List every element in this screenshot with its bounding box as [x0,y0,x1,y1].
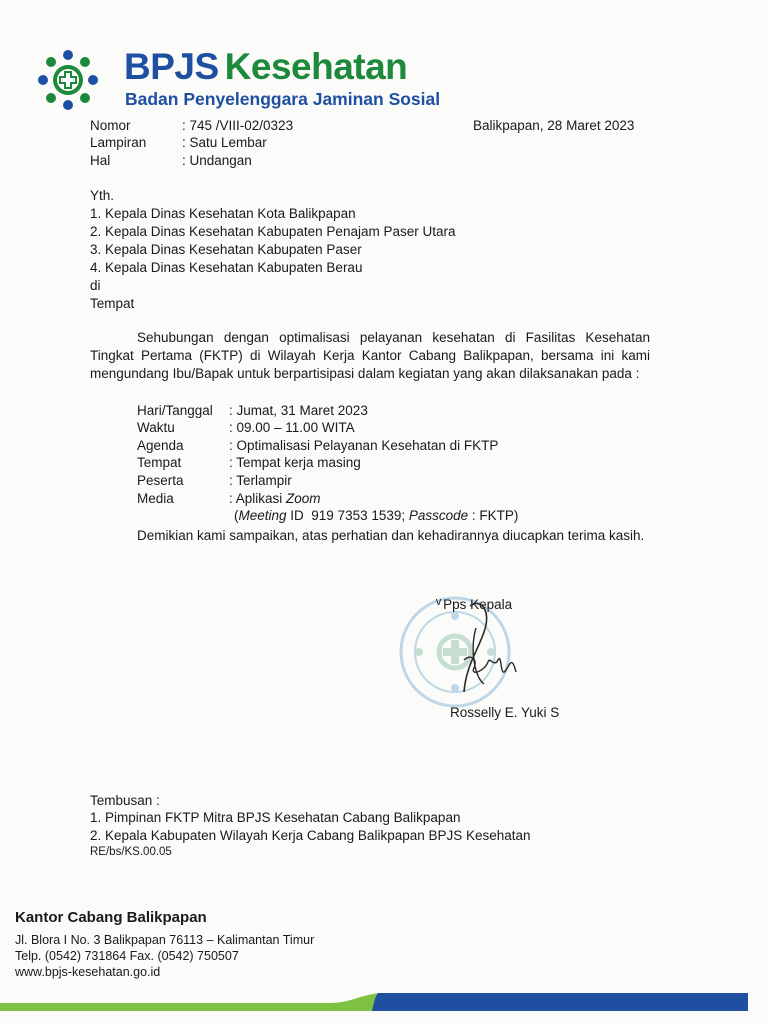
intro-paragraph [90,329,650,383]
brand-part-bpjs: BPJS [124,46,219,87]
detail-label: Tempat [137,455,182,470]
recipient-item: 1. Kepala Dinas Kesehatan Kota Balikpapan [90,206,356,221]
lampiran-label: Lampiran [90,135,147,150]
meeting-word: Meeting [238,508,287,523]
meeting-id: ID 919 7353 1539; [286,508,409,523]
hal-value: : Undangan [182,153,252,168]
meeting-open: ( [234,508,239,523]
brand-tagline: Badan Penyelenggara Jaminan Sosial [125,89,441,109]
brand-part-kesehatan: Kesehatan [224,46,408,87]
media-zoom: Zoom [286,491,321,506]
intro-text: Sehubungan dengan optimalisasi pelayanan kesehatan di Fasilitas Kesehatan Tingkat Pertama (FKTP) di Wilayah Kerja Kantor Cabang Balikpapan, bersama ini kami mengundang Ibu/Bapak untuk berpartisipasi dalam kegiatan yang akan dilaksanakan pada : [90,330,650,381]
recipient-di: di [90,278,101,293]
detail-value: : Jumat, 31 Maret 2023 [229,403,368,418]
recipient-tempat: Tempat [90,296,135,311]
meeting-info [234,507,518,524]
salutation: Yth. [90,188,115,203]
detail-value: : 09.00 – 11.00 WITA [229,420,355,435]
recipient-item: 4. Kepala Dinas Kesehatan Kabupaten Berau [90,260,363,275]
detail-label: Hari/Tanggal [137,403,213,418]
tembusan-item: 1. Pimpinan FKTP Mitra BPJS Kesehatan Cabang Balikpapan [90,810,461,825]
nomor-value: : 745 /VIII-02/0323 [182,118,294,133]
tembusan-item: 2. Kepala Kabupaten Wilayah Kerja Cabang Balikpapan BPJS Kesehatan [90,828,531,843]
office-website: www.bpjs-kesehatan.go.id [15,965,161,979]
signatory-name: Rosselly E. Yuki S [450,705,560,720]
closing-paragraph [74,525,650,547]
office-name: Kantor Cabang Balikpapan [15,909,207,926]
reference-code: RE/bs/KS.00.05 [90,846,172,858]
detail-value: : Terlampir [229,473,292,488]
passcode-word: Passcode [408,508,469,523]
detail-label: Media [137,491,174,506]
place-date: Balikpapan, 28 Maret 2023 [473,118,635,133]
bpjs-logo-icon [38,50,98,110]
detail-label: Waktu [137,420,175,435]
hal-label: Hal [90,153,111,168]
passcode-value: : FKTP) [468,508,519,523]
lampiran-value: : Satu Lembar [182,135,267,150]
nomor-label: Nomor [90,118,131,133]
office-phone: Telp. (0542) 731864 Fax. (0542) 750507 [15,949,239,963]
closing-text: Demikian kami sampaikan, atas perhatian dan kehadirannya diucapkan terima kasih. [137,528,645,543]
footer-decoration-bar [0,985,768,1015]
media-prefix: : Aplikasi [229,491,287,506]
detail-value-media [229,490,321,507]
detail-label: Peserta [137,473,184,488]
recipient-item: 2. Kepala Dinas Kesehatan Kabupaten Penajam Paser Utara [90,224,456,239]
detail-value: : Tempat kerja masing [229,455,361,470]
handwritten-signature-icon [440,588,530,698]
detail-value: : Optimalisasi Pelayanan Kesehatan di FKTP [229,438,499,453]
tembusan-label: Tembusan : [90,793,160,808]
office-address: Jl. Blora I No. 3 Balikpapan 76113 – Kalimantan Timur [15,933,315,947]
brand-name [124,46,407,88]
signature-title-text: Pps Kepala [443,597,513,612]
recipient-item: 3. Kepala Dinas Kesehatan Kabupaten Paser [90,242,362,257]
signature-title: ᵛ Pps Kepala [436,596,513,613]
detail-label: Agenda [137,438,184,453]
